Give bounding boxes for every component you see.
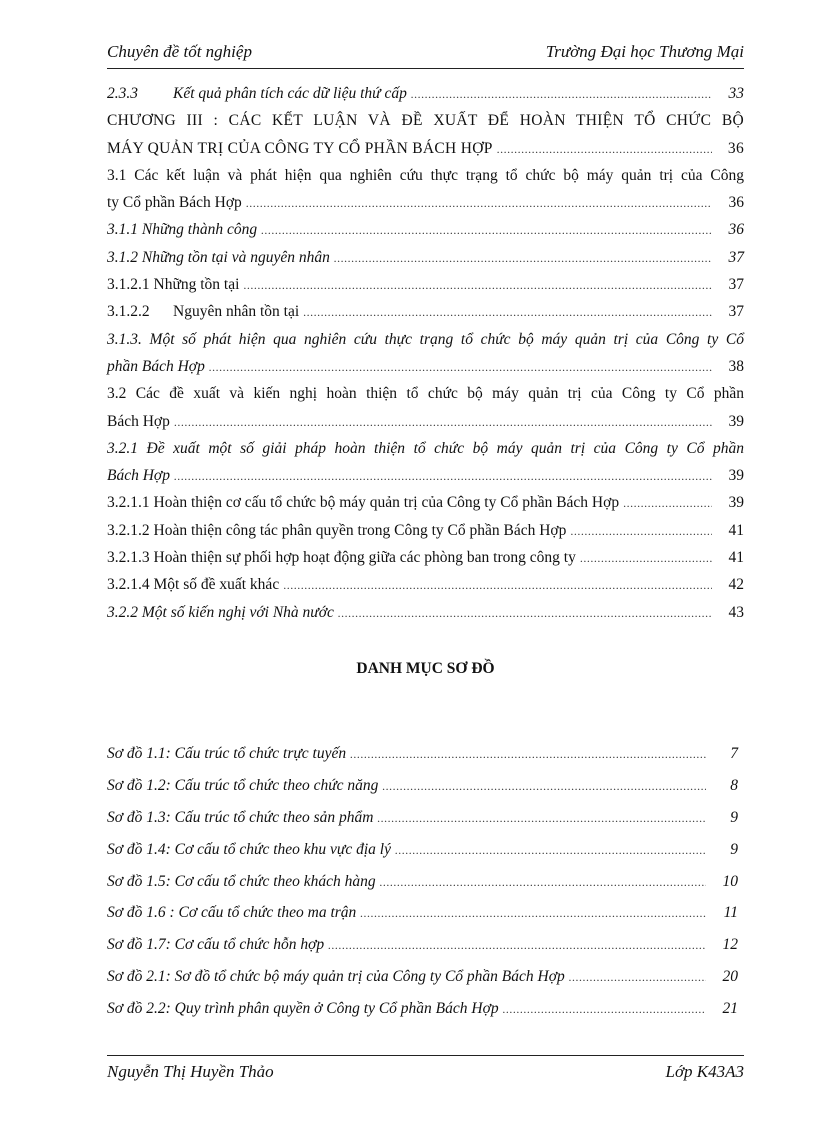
diagram-entry[interactable]: Sơ đồ 2.2: Quy trình phân quyền ở Công ty Cổ phần Bách Hợp ..... 21	[107, 993, 744, 1025]
footer-divider	[107, 1055, 744, 1056]
toc-entry-line[interactable]: 3.2.1 Đề xuất một số giải pháp hoàn thiện tổ chức bộ máy quản trị của Công ty Cổ phần	[107, 439, 744, 457]
footer-right: Lớp K43A3	[665, 1062, 744, 1081]
toc-entry-line[interactable]: 3.1 Các kết luận và phát hiện qua nghiên cứu thực trạng tổ chức bộ máy quản trị của Công	[107, 166, 744, 184]
header-divider	[107, 68, 744, 69]
toc-entry[interactable]: MÁY QUẢN TRỊ CỦA CÔNG TY CỔ PHẦN BÁCH HỢP ..... 36	[107, 135, 744, 162]
toc-entry-line[interactable]: 3.2 Các đề xuất và kiến nghị hoàn thiện tổ chức bộ máy quản trị của Công ty Cổ phần	[107, 385, 744, 403]
diagram-entry[interactable]: Sơ đồ 1.1: Cấu trúc tổ chức trực tuyến ..... 7	[107, 738, 744, 770]
table-of-contents	[107, 80, 744, 626]
toc-entry[interactable]: ty Cổ phần Bách Hợp ..... 36	[107, 189, 744, 216]
toc-entry[interactable]: 3.1.2.2 Nguyên nhân tồn tại ..... 37	[107, 298, 744, 325]
diagram-entry[interactable]: Sơ đồ 1.5: Cơ cấu tổ chức theo khách hàng ..... 10	[107, 866, 744, 898]
page-header	[107, 42, 744, 66]
toc-entry[interactable]: 3.2.2 Một số kiến nghị với Nhà nước ..... 43	[107, 599, 744, 626]
toc-entry[interactable]: Bách Hợp ..... 39	[107, 408, 744, 435]
toc-entry[interactable]: 2.3.3 Kết quả phân tích các dữ liệu thứ cấp ..... 33	[107, 80, 744, 107]
toc-entry[interactable]: 3.1.2 Những tồn tại và nguyên nhân ..... 37	[107, 244, 744, 271]
diagram-list-title: DANH MỤC SƠ ĐỒ	[356, 660, 495, 677]
toc-entry[interactable]: Bách Hợp ..... 39	[107, 462, 744, 489]
toc-entry[interactable]: 3.2.1.4 Một số đề xuất khác ..... 42	[107, 571, 744, 598]
header-right: Trường Đại học Thương Mại	[545, 42, 744, 61]
header-left: Chuyên đề tốt nghiệp	[107, 42, 252, 61]
diagram-entry[interactable]: Sơ đồ 1.7: Cơ cấu tổ chức hỗn hợp ..... 12	[107, 929, 744, 961]
toc-entry[interactable]: 3.2.1.1 Hoàn thiện cơ cấu tổ chức bộ máy quản trị của Công ty Cổ phần Bách Hợp ..... 39	[107, 489, 744, 516]
diagram-entry[interactable]: Sơ đồ 1.4: Cơ cấu tổ chức theo khu vực địa lý ..... 9	[107, 834, 744, 866]
toc-entry-line[interactable]: 3.1.3. Một số phát hiện qua nghiên cứu thực trạng tổ chức bộ máy quản trị của Công ty Cổ	[107, 330, 744, 348]
diagram-list	[107, 738, 744, 1025]
toc-entry[interactable]: 3.1.1 Những thành công ..... 36	[107, 216, 744, 243]
diagram-entry[interactable]: Sơ đồ 1.2: Cấu trúc tổ chức theo chức năng ..... 8	[107, 770, 744, 802]
toc-entry[interactable]: 3.1.2.1 Những tồn tại ..... 37	[107, 271, 744, 298]
toc-entry[interactable]: 3.2.1.3 Hoàn thiện sự phối hợp hoạt động giữa các phòng ban trong công ty ..... 41	[107, 544, 744, 571]
toc-entry[interactable]: phần Bách Hợp ..... 38	[107, 353, 744, 380]
footer-left: Nguyễn Thị Huyền Thảo	[107, 1062, 274, 1081]
toc-entry[interactable]: 3.2.1.2 Hoàn thiện công tác phân quyền trong Công ty Cổ phần Bách Hợp ..... 41	[107, 517, 744, 544]
diagram-entry[interactable]: Sơ đồ 1.6 : Cơ cấu tổ chức theo ma trận ..... 11	[107, 897, 744, 929]
toc-entry-line[interactable]: CHƯƠNG III : CÁC KẾT LUẬN VÀ ĐỀ XUẤT ĐỂ HOÀN THIỆN TỔ CHỨC BỘ	[107, 112, 744, 130]
page-footer	[107, 1062, 744, 1082]
diagram-entry[interactable]: Sơ đồ 1.3: Cấu trúc tổ chức theo sản phẩm ..... 9	[107, 802, 744, 834]
diagram-entry[interactable]: Sơ đồ 2.1: Sơ đồ tổ chức bộ máy quản trị của Công ty Cổ phần Bách Hợp ..... 20	[107, 961, 744, 993]
